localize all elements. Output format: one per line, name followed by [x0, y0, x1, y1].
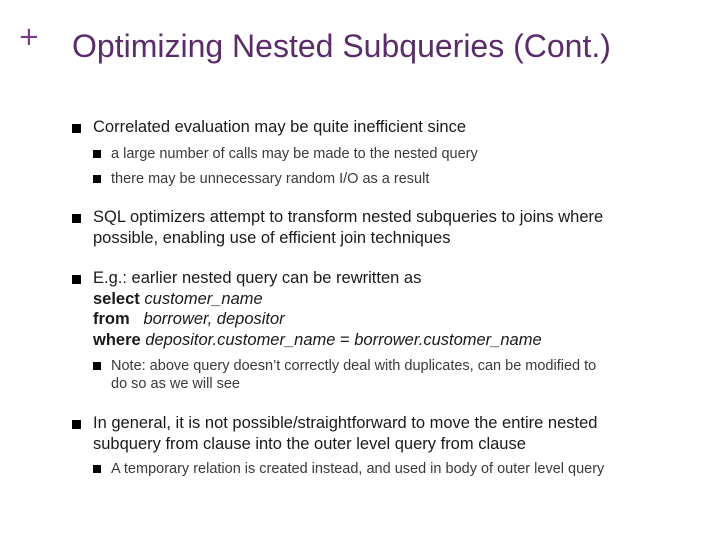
sql-where-keyword: where	[93, 330, 141, 349]
sub-bullet-square-icon	[93, 465, 101, 473]
bullet-3-sub-line-1: Note: above query doesn’t correctly deal with duplicates, can be modified to	[111, 358, 597, 374]
bullet-3-text	[93, 268, 542, 350]
bullet-1-sub-1: a large number of calls may be made to the nested query	[111, 146, 478, 162]
sub-bullet-square-icon	[93, 175, 101, 183]
sql-from-tables: borrower, depositor	[143, 310, 285, 328]
bullet-2-line-2: possible, enabling use of efficient join techniques	[93, 228, 451, 247]
bullet-4-line-1: In general, it is not possible/straightforward to move the entire nested	[93, 414, 598, 432]
sql-where-equals: =	[335, 330, 355, 349]
bullet-1-text: Correlated evaluation may be quite inefficient since	[93, 118, 466, 136]
sql-from-keyword: from	[93, 310, 130, 328]
sub-bullet-square-icon	[93, 362, 101, 370]
plus-icon: +	[18, 22, 40, 52]
sql-where-rhs: borrower.customer_name	[354, 330, 542, 349]
bullet-3-line-1: E.g.: earlier nested query can be rewritten as	[93, 269, 422, 287]
bullet-square-icon	[72, 124, 81, 133]
sql-where-line	[93, 330, 542, 351]
sql-from-line	[93, 309, 542, 330]
bullet-4-sub-text: A temporary relation is created instead, and used in body of outer level query	[111, 461, 605, 477]
bullet-2-text	[93, 207, 603, 248]
bullet-4-text	[93, 413, 597, 454]
bullet-3-sub-line-2: do so as we will see	[111, 376, 240, 392]
sub-bullet-square-icon	[93, 150, 101, 158]
sql-select-keyword: select	[93, 289, 140, 308]
sql-where-lhs: depositor.customer_name	[145, 330, 336, 349]
bullet-1-sub-2: there may be unnecessary random I/O as a result	[111, 171, 430, 187]
bullet-2-line-1: SQL optimizers attempt to transform nested subqueries to joins where	[93, 208, 604, 226]
bullet-square-icon	[72, 275, 81, 284]
sql-select-line	[93, 289, 542, 310]
bullet-3-sub-text	[111, 357, 596, 393]
bullet-4-line-2: subquery from clause into the outer level query from clause	[93, 434, 526, 453]
sql-select-column: customer_name	[144, 289, 263, 308]
bullet-square-icon	[72, 420, 81, 429]
bullet-square-icon	[72, 214, 81, 223]
slide-title: Optimizing Nested Subqueries (Cont.)	[72, 28, 611, 64]
